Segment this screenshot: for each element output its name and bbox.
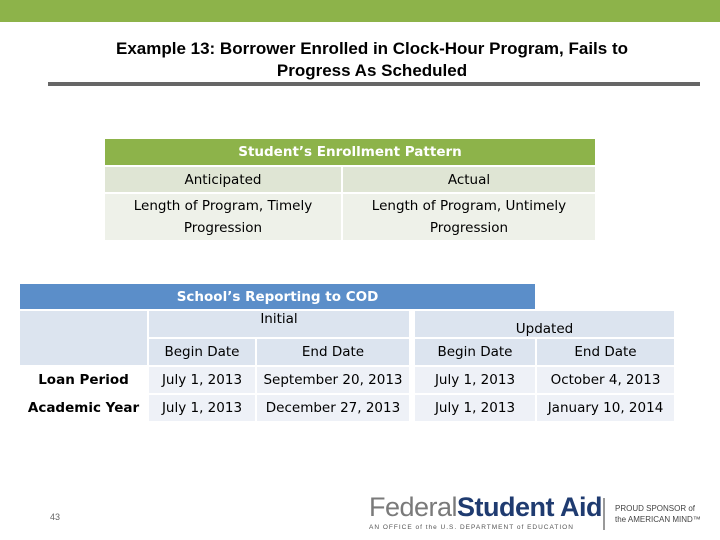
- slide-number: 43: [50, 512, 61, 522]
- row-label-academic-year: Academic Year: [20, 395, 147, 421]
- table-row: [20, 367, 674, 393]
- group-initial: Initial: [149, 311, 409, 337]
- cell-gap: [411, 395, 413, 421]
- federal-student-aid-logo: [355, 490, 720, 540]
- column-initial-begin-date: Begin Date: [149, 339, 255, 365]
- cell-updated-end: October 4, 2013: [537, 367, 674, 393]
- group-gap: [411, 311, 413, 337]
- fsa-tagline: AN OFFICE of the U.S. DEPARTMENT of EDUCATION: [369, 524, 574, 531]
- enrollment-table-header: Student’s Enrollment Pattern: [105, 139, 595, 165]
- table-row: [20, 395, 674, 421]
- anticipated-value: [105, 194, 341, 240]
- sponsor-text: [615, 503, 701, 525]
- group-updated: Updated: [415, 311, 674, 337]
- slide-title: [48, 38, 696, 82]
- cell-gap: [411, 367, 413, 393]
- enrollment-pattern-table: [103, 137, 597, 242]
- fsa-wordmark: [369, 492, 602, 523]
- sponsor-line2: the AMERICAN MIND™: [615, 515, 701, 524]
- cod-reporting-table: [18, 282, 676, 423]
- top-accent-bar: [0, 0, 720, 22]
- cell-initial-begin: July 1, 2013: [149, 367, 255, 393]
- logo-divider: [603, 498, 605, 530]
- actual-value-line2: Progression: [429, 220, 509, 236]
- column-updated-end-date: End Date: [537, 339, 674, 365]
- slide-title-line2: Progress As Scheduled: [276, 61, 468, 80]
- cell-initial-end: September 20, 2013: [257, 367, 409, 393]
- column-gap: [411, 339, 413, 365]
- fsa-student-aid-text: Student Aid: [457, 492, 603, 522]
- fsa-federal-text: Federal: [369, 492, 458, 522]
- actual-value: [343, 194, 595, 240]
- cell-initial-begin: July 1, 2013: [149, 395, 255, 421]
- column-actual: Actual: [343, 167, 595, 192]
- anticipated-value-line2: Progression: [183, 220, 263, 236]
- cell-updated-begin: July 1, 2013: [415, 367, 535, 393]
- title-divider: [48, 82, 700, 86]
- row-label-loan-period: Loan Period: [20, 367, 147, 393]
- cod-table-header: School’s Reporting to COD: [20, 284, 535, 309]
- cell-updated-begin: July 1, 2013: [415, 395, 535, 421]
- column-initial-end-date: End Date: [257, 339, 409, 365]
- slide-title-line1: Example 13: Borrower Enrolled in Clock-Hour Program, Fails to: [115, 39, 628, 58]
- sponsor-line1: PROUD SPONSOR of: [615, 504, 696, 513]
- cell-initial-end: December 27, 2013: [257, 395, 409, 421]
- anticipated-value-line1: Length of Program, Timely: [133, 198, 313, 214]
- cod-table-corner: [20, 311, 147, 365]
- column-anticipated: Anticipated: [105, 167, 341, 192]
- column-updated-begin-date: Begin Date: [415, 339, 535, 365]
- actual-value-line1: Length of Program, Untimely: [371, 198, 567, 214]
- cell-updated-end: January 10, 2014: [537, 395, 674, 421]
